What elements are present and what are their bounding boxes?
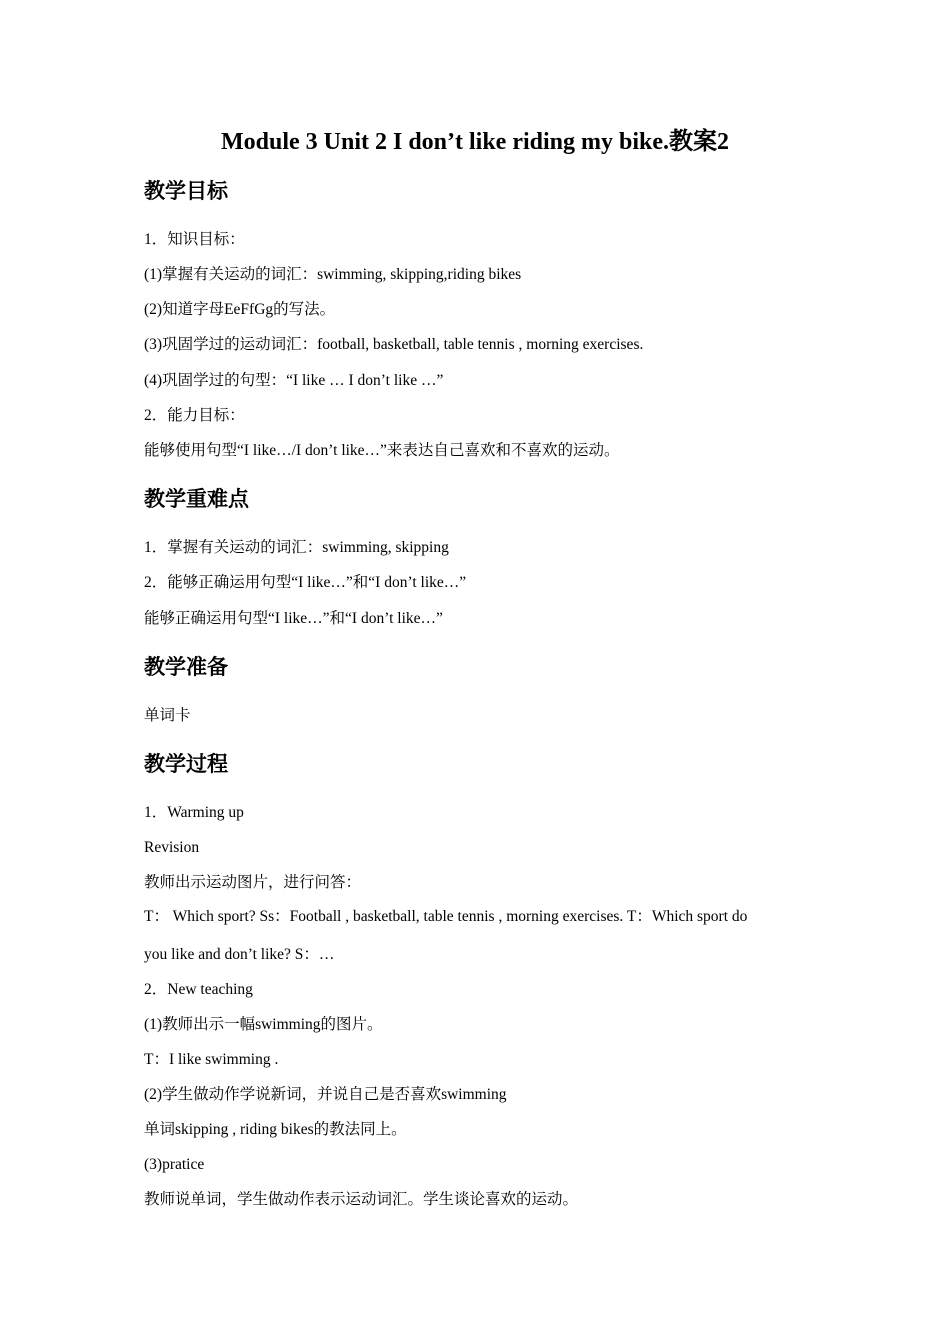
text-line: 单词skipping , riding bikes的教法同上。 [144, 1121, 407, 1138]
text-line: 1．掌握有关运动的词汇：swimming, skipping [144, 539, 449, 556]
text-line: 2．能够正确运用句型“I like…”和“I don’t like…” [144, 574, 467, 591]
text-line: 能够正确运用句型“I like…”和“I don’t like…” [144, 610, 443, 627]
text-line: Revision [144, 839, 200, 856]
text-line: (1)教师出示一幅swimming的图片。 [144, 1016, 383, 1033]
text-line: 教师说单词，学生做动作表示运动词汇。学生谈论喜欢的运动。 [144, 1191, 579, 1208]
text-line: 教师出示运动图片，进行问答： [144, 874, 362, 891]
text-line: 能够使用句型“I like…/I don’t like…”来表达自己喜欢和不喜欢的运动。 [144, 442, 620, 459]
text-line: (2)知道字母EeFfGg的写法。 [144, 301, 336, 318]
text-line: T：I like swimming . [144, 1051, 279, 1068]
text-line: (3)巩固学过的运动词汇：football, basketball, table tennis , morning exercises. [144, 336, 644, 353]
text-line: 1．Warming up [144, 804, 244, 821]
section-heading-process: 教学过程 [144, 752, 228, 776]
text-line: (1)掌握有关运动的词汇：swimming, skipping,riding bikes [144, 266, 522, 283]
section-heading-key-points: 教学重难点 [144, 487, 249, 511]
text-line: 单词卡 [144, 707, 191, 724]
text-line: T： Which sport? Ss：Football , basketball, table tennis , morning exercises. T：Which sport do [144, 908, 748, 925]
section-heading-objectives: 教学目标 [144, 179, 228, 203]
document-title: Module 3 Unit 2 I don’t like riding my bike.教案2 [220, 129, 730, 155]
text-line: (3)pratice [144, 1156, 205, 1173]
text-line: 1．知识目标： [144, 231, 245, 248]
text-line: (4)巩固学过的句型：“I like … I don’t like …” [144, 372, 444, 389]
text-line: 2．New teaching [144, 981, 253, 998]
text-line: 2．能力目标： [144, 407, 245, 424]
text-line: (2)学生做动作学说新词，并说自己是否喜欢swimming [144, 1086, 507, 1103]
section-heading-preparation: 教学准备 [144, 655, 228, 679]
text-line: you like and don’t like? S：… [144, 946, 335, 963]
